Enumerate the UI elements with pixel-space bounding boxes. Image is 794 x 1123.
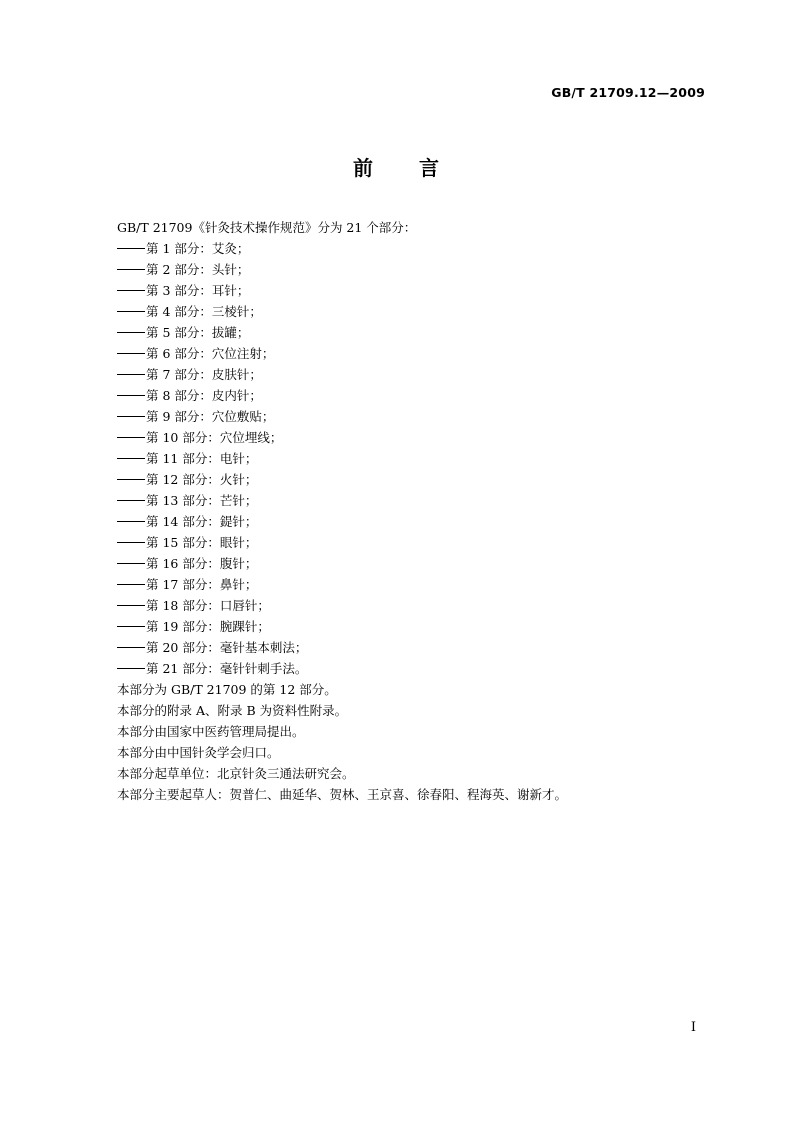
part-list-item (117, 469, 717, 490)
em-dash-marker (117, 437, 145, 439)
part-label: 第 18 部分：口唇针； (146, 598, 270, 613)
em-dash-marker (117, 626, 145, 628)
part-label: 第 20 部分：毫针基本刺法； (146, 640, 308, 655)
part-label: 第 16 部分：腹针； (146, 556, 258, 571)
em-dash-marker (117, 521, 145, 523)
em-dash-marker (117, 353, 145, 355)
part-list-item (117, 448, 717, 469)
parts-list (117, 238, 717, 679)
part-list-item (117, 427, 717, 448)
statements-list (117, 679, 717, 805)
em-dash-marker (117, 563, 145, 565)
part-label: 第 5 部分：拔罐； (146, 325, 250, 340)
part-label: 第 2 部分：头针； (146, 262, 250, 277)
em-dash-marker (117, 311, 145, 313)
part-label: 第 4 部分：三棱针； (146, 304, 262, 319)
part-list-item (117, 595, 717, 616)
em-dash-marker (117, 374, 145, 376)
em-dash-marker (117, 332, 145, 334)
part-list-item (117, 280, 717, 301)
em-dash-marker (117, 290, 145, 292)
part-label: 第 12 部分：火针； (146, 472, 258, 487)
em-dash-marker (117, 542, 145, 544)
part-list-item (117, 616, 717, 637)
statement-line: 本部分的附录 A、附录 B 为资料性附录。 (117, 703, 348, 718)
em-dash-marker (117, 395, 145, 397)
em-dash-marker (117, 416, 145, 418)
em-dash-marker (117, 479, 145, 481)
part-list-item (117, 658, 717, 679)
part-list-item (117, 406, 717, 427)
em-dash-marker (117, 647, 145, 649)
em-dash-marker (117, 248, 145, 250)
part-list-item (117, 364, 717, 385)
em-dash-marker (117, 584, 145, 586)
document-body (117, 217, 717, 805)
part-label: 第 14 部分：鍉针； (146, 514, 258, 529)
em-dash-marker (117, 458, 145, 460)
part-label: 第 3 部分：耳针； (146, 283, 250, 298)
page-number: I (690, 1020, 696, 1035)
part-list-item (117, 553, 717, 574)
part-list-item (117, 511, 717, 532)
part-list-item (117, 301, 717, 322)
em-dash-marker (117, 500, 145, 502)
part-label: 第 8 部分：皮内针； (146, 388, 262, 403)
part-list-item (117, 322, 717, 343)
statement-line: 本部分由中国针灸学会归口。 (117, 745, 280, 760)
standard-code: GB/T 21709.12—2009 (551, 85, 705, 100)
statement-line: 本部分起草单位：北京针灸三通法研究会。 (117, 766, 355, 781)
part-label: 第 11 部分：电针； (146, 451, 258, 466)
part-label: 第 21 部分：毫针针刺手法。 (146, 661, 308, 676)
em-dash-marker (117, 668, 145, 670)
part-list-item (117, 574, 717, 595)
em-dash-marker (117, 605, 145, 607)
intro-line: GB/T 21709《针灸技术操作规范》分为 21 个部分： (117, 220, 417, 235)
part-label: 第 13 部分：芒针； (146, 493, 258, 508)
part-list-item (117, 637, 717, 658)
part-label: 第 17 部分：鼻针； (146, 577, 258, 592)
part-list-item (117, 490, 717, 511)
part-list-item (117, 259, 717, 280)
statement-line: 本部分主要起草人：贺普仁、曲延华、贺林、王京喜、徐春阳、程海英、谢新才。 (117, 787, 568, 802)
statement-line: 本部分为 GB/T 21709 的第 12 部分。 (117, 682, 337, 697)
part-list-item (117, 343, 717, 364)
part-label: 第 15 部分：眼针； (146, 535, 258, 550)
part-label: 第 1 部分：艾灸； (146, 241, 250, 256)
statement-line: 本部分由国家中医药管理局提出。 (117, 724, 305, 739)
part-label: 第 19 部分：腕踝针； (146, 619, 270, 634)
em-dash-marker (117, 269, 145, 271)
part-list-item (117, 385, 717, 406)
part-list-item (117, 238, 717, 259)
part-list-item (117, 532, 717, 553)
part-label: 第 9 部分：穴位敷贴； (146, 409, 275, 424)
part-label: 第 10 部分：穴位埋线； (146, 430, 283, 445)
part-label: 第 6 部分：穴位注射； (146, 346, 275, 361)
part-label: 第 7 部分：皮肤针； (146, 367, 262, 382)
page-title: 前 言 (353, 156, 441, 180)
